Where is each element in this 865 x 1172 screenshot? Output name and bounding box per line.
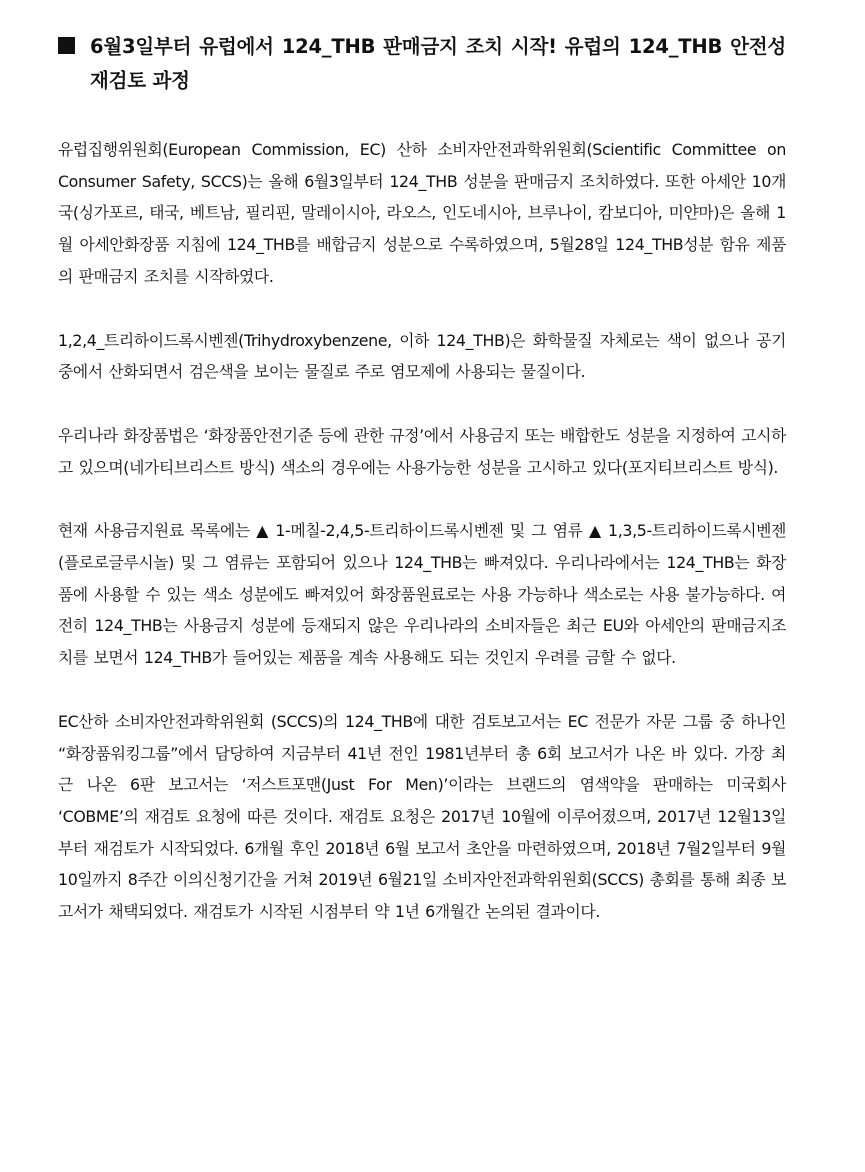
paragraph-sccs-review: EC산하 소비자안전과학위원회 (SCCS)의 124_THB에 대한 검토보고서는 EC 전문가 자문 그룹 중 하나인 “화장품워킹그룹”에서 담당하여 지금부터 41년 전인 1981년부터 총 6회 보고서가 나온 바 있다. 가장 최근 나온 6판 보고서는 ‘저스트포맨(Just For Men)’이라는 브랜드의 염색약을 판매하는 미국회사 ‘COBME’의 재검토 요청에 따른 것이다. 재검토 요청은 2017년 10월에 이루어졌으며, 2017년 12월13일부터 재검토가 시작되었다. 6개월 후인 2018년 6월 보고서 초안을 마련하였으며, 2018년 7월2일부터 9월10일까지 8주간 이의신청기간을 거쳐 2019년 6월21일 소비자안전과학위원회(SCCS) 총회를 통해 최종 보고서가 채택되었다. 재검토가 시작된 시점부터 약 1년 6개월간 논의된 결과이다. [58, 711, 786, 922]
paragraph-definition: 1,2,4_트리하이드록시벤젠(Trihydroxybenzene, 이하 124_THB)은 화학물질 자체로는 색이 없으나 공기 중에서 산화되면서 검은색을 보이는 물질로 주로 염모제에 사용되는 물질이다. [58, 330, 786, 382]
heading-text: 6월3일부터 유럽에서 124_THB 판매금지 조치 시작! 유럽의 124_THB 안전성 재검토 과정 [90, 35, 786, 92]
paragraph-korean-law: 우리나라 화장품법은 ‘화장품안전기준 등에 관한 규정’에서 사용금지 또는 배합한도 성분을 지정하여 고시하고 있으며(네가티브리스트 방식) 색소의 경우에는 사용가능한 성분을 고시하고 있다(포지티브리스트 방식). [58, 425, 786, 477]
black-square-icon [58, 37, 75, 54]
paragraph-current-list: 현재 사용금지원료 목록에는 ▲ 1-메칠-2,4,5-트리하이드록시벤젠 및 그 염류 ▲ 1,3,5-트리하이드록시벤젠(플로로글루시놀) 및 그 염류는 포함되어 있으나 124_THB는 빠져있다. 우리나라에서는 124_THB는 화장품에 사용할 수 있는 색소 성분에도 빠져있어 화장품원료로는 사용 가능하나 색소로는 사용 불가능하다. 여전히 124_THB는 사용금지 성분에 등재되지 않은 우리나라의 소비자들은 최근 EU와 아세안의 판매금지조치를 보면서 124_THB가 들어있는 제품을 계속 사용해도 되는 것인지 우려를 금할 수 없다. [58, 521, 786, 668]
document-page [58, 30, 786, 960]
section-heading [58, 30, 786, 98]
paragraph-eu-ban: 유럽집행위원회(European Commission, EC) 산하 소비자안전과학위원회(Scientific Committee on Consumer Safety, SCCS)는 올해 6월3일부터 124_THB 성분을 판매금지 조치하였다. 또한 아세안 10개국(싱가포르, 태국, 베트남, 필리핀, 말레이시아, 라오스, 인도네시아, 브루나이, 캄보디아, 미얀마)은 올해 1월 아세안화장품 지침에 124_THB를 배합금지 성분으로 수록하였으며, 5월28일 124_THB성분 함유 제품의 판매금지 조치를 시작하였다. [58, 140, 786, 286]
